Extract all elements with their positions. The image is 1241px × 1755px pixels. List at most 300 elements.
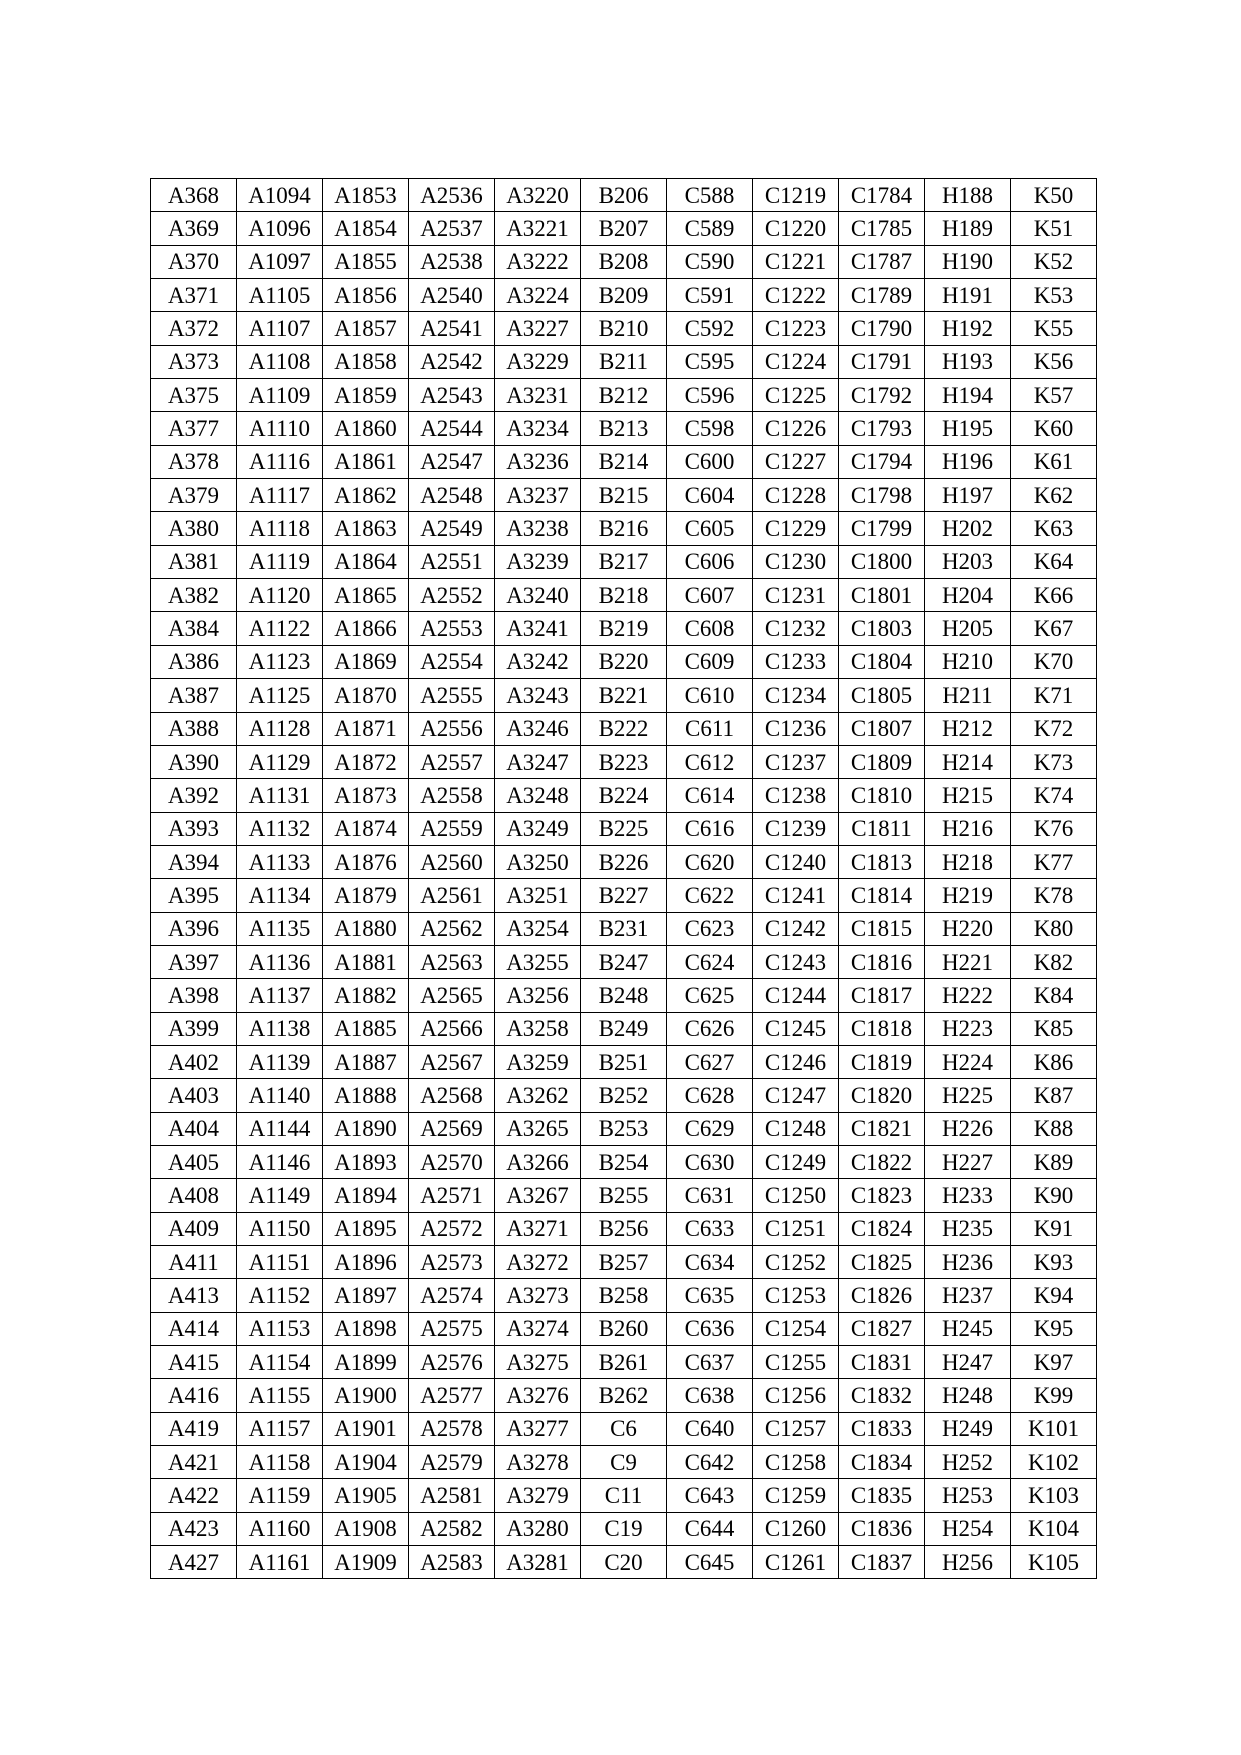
table-cell: H205 <box>925 612 1011 645</box>
table-cell: A1870 <box>323 679 409 712</box>
table-cell: C1246 <box>753 1045 839 1078</box>
table-cell: A2553 <box>409 612 495 645</box>
table-cell: H248 <box>925 1379 1011 1412</box>
table-cell: C1818 <box>839 1012 925 1045</box>
table-cell: C1824 <box>839 1212 925 1245</box>
table-cell: C1227 <box>753 445 839 478</box>
table-cell: A368 <box>151 179 237 212</box>
table-cell: A2556 <box>409 712 495 745</box>
table-cell: A1869 <box>323 645 409 678</box>
table-cell: H249 <box>925 1412 1011 1445</box>
table-cell: K99 <box>1011 1379 1097 1412</box>
table-cell: C1254 <box>753 1312 839 1345</box>
table-cell: A3236 <box>495 445 581 478</box>
table-cell: C1220 <box>753 212 839 245</box>
table-cell: A2561 <box>409 879 495 912</box>
table-cell: K86 <box>1011 1045 1097 1078</box>
table-cell: C1223 <box>753 312 839 345</box>
table-cell: B251 <box>581 1045 667 1078</box>
table-cell: B225 <box>581 812 667 845</box>
table-cell: C1833 <box>839 1412 925 1445</box>
table-cell: A1135 <box>237 912 323 945</box>
table-cell: C1835 <box>839 1479 925 1512</box>
table-cell: K93 <box>1011 1246 1097 1279</box>
table-cell: B209 <box>581 279 667 312</box>
table-cell: A379 <box>151 479 237 512</box>
table-cell: A1140 <box>237 1079 323 1112</box>
table-cell: B220 <box>581 645 667 678</box>
table-cell: A3234 <box>495 412 581 445</box>
table-cell: K105 <box>1011 1546 1097 1579</box>
table-cell: A1882 <box>323 979 409 1012</box>
table-cell: B257 <box>581 1246 667 1279</box>
table-cell: A1125 <box>237 679 323 712</box>
table-cell: A2579 <box>409 1446 495 1479</box>
table-cell: A1132 <box>237 812 323 845</box>
table-cell: A1144 <box>237 1112 323 1145</box>
code-table-body <box>151 179 1097 1579</box>
table-cell: A1860 <box>323 412 409 445</box>
table-cell: K56 <box>1011 345 1097 378</box>
table-cell: C1791 <box>839 345 925 378</box>
table-cell: A3250 <box>495 845 581 878</box>
table-row <box>151 1145 1097 1178</box>
table-cell: B221 <box>581 679 667 712</box>
table-cell: C609 <box>667 645 753 678</box>
table-cell: C1787 <box>839 245 925 278</box>
table-cell: A1896 <box>323 1246 409 1279</box>
table-cell: C1805 <box>839 679 925 712</box>
table-cell: B253 <box>581 1112 667 1145</box>
table-cell: A3254 <box>495 912 581 945</box>
table-cell: A3249 <box>495 812 581 845</box>
table-cell: C638 <box>667 1379 753 1412</box>
table-cell: C19 <box>581 1512 667 1545</box>
table-cell: A1150 <box>237 1212 323 1245</box>
table-cell: C595 <box>667 345 753 378</box>
table-cell: A427 <box>151 1546 237 1579</box>
code-table <box>150 178 1097 1579</box>
table-cell: A1861 <box>323 445 409 478</box>
table-row <box>151 1045 1097 1078</box>
table-cell: A2578 <box>409 1412 495 1445</box>
table-cell: A378 <box>151 445 237 478</box>
table-cell: C1230 <box>753 545 839 578</box>
table-row <box>151 645 1097 678</box>
table-row <box>151 679 1097 712</box>
table-cell: A1904 <box>323 1446 409 1479</box>
table-cell: C1814 <box>839 879 925 912</box>
table-cell: K50 <box>1011 179 1097 212</box>
table-row <box>151 512 1097 545</box>
table-cell: H256 <box>925 1546 1011 1579</box>
table-cell: A1120 <box>237 579 323 612</box>
table-cell: K74 <box>1011 779 1097 812</box>
table-cell: A2558 <box>409 779 495 812</box>
table-cell: C1792 <box>839 379 925 412</box>
table-cell: H253 <box>925 1479 1011 1512</box>
table-cell: A390 <box>151 745 237 778</box>
table-cell: A2537 <box>409 212 495 245</box>
table-cell: A3265 <box>495 1112 581 1145</box>
table-cell: K71 <box>1011 679 1097 712</box>
table-cell: A1880 <box>323 912 409 945</box>
table-row <box>151 1079 1097 1112</box>
table-cell: A1854 <box>323 212 409 245</box>
table-cell: A2549 <box>409 512 495 545</box>
table-cell: A3273 <box>495 1279 581 1312</box>
table-cell: A3237 <box>495 479 581 512</box>
table-cell: H254 <box>925 1512 1011 1545</box>
table-cell: K80 <box>1011 912 1097 945</box>
table-cell: H227 <box>925 1145 1011 1178</box>
table-cell: C1793 <box>839 412 925 445</box>
table-cell: A1109 <box>237 379 323 412</box>
table-cell: A3276 <box>495 1379 581 1412</box>
table-cell: B227 <box>581 879 667 912</box>
table-cell: C624 <box>667 945 753 978</box>
table-cell: C1832 <box>839 1379 925 1412</box>
table-cell: C623 <box>667 912 753 945</box>
table-cell: C1810 <box>839 779 925 812</box>
table-cell: C1226 <box>753 412 839 445</box>
table-row <box>151 212 1097 245</box>
table-cell: H196 <box>925 445 1011 478</box>
table-row <box>151 545 1097 578</box>
table-cell: H194 <box>925 379 1011 412</box>
table-cell: A3247 <box>495 745 581 778</box>
table-cell: B223 <box>581 745 667 778</box>
table-cell: H225 <box>925 1079 1011 1112</box>
table-cell: B215 <box>581 479 667 512</box>
table-row <box>151 1179 1097 1212</box>
table-cell: K67 <box>1011 612 1097 645</box>
table-cell: B255 <box>581 1179 667 1212</box>
table-cell: B249 <box>581 1012 667 1045</box>
table-cell: A3243 <box>495 679 581 712</box>
table-cell: K62 <box>1011 479 1097 512</box>
table-cell: C1798 <box>839 479 925 512</box>
table-cell: C627 <box>667 1045 753 1078</box>
table-cell: A2538 <box>409 245 495 278</box>
table-cell: A3256 <box>495 979 581 1012</box>
table-row <box>151 379 1097 412</box>
table-cell: A1151 <box>237 1246 323 1279</box>
table-cell: A3274 <box>495 1312 581 1345</box>
table-row <box>151 1246 1097 1279</box>
table-cell: A1859 <box>323 379 409 412</box>
table-cell: C610 <box>667 679 753 712</box>
table-cell: A2575 <box>409 1312 495 1345</box>
table-cell: A413 <box>151 1279 237 1312</box>
table-cell: K73 <box>1011 745 1097 778</box>
table-cell: K82 <box>1011 945 1097 978</box>
table-cell: A3224 <box>495 279 581 312</box>
table-cell: B252 <box>581 1079 667 1112</box>
table-row <box>151 1312 1097 1345</box>
table-cell: H245 <box>925 1312 1011 1345</box>
table-cell: A2566 <box>409 1012 495 1045</box>
table-cell: C1811 <box>839 812 925 845</box>
table-cell: A370 <box>151 245 237 278</box>
table-row <box>151 1012 1097 1045</box>
table-cell: H193 <box>925 345 1011 378</box>
table-row <box>151 1279 1097 1312</box>
table-cell: C1239 <box>753 812 839 845</box>
table-cell: B231 <box>581 912 667 945</box>
table-row <box>151 1512 1097 1545</box>
table-cell: A1900 <box>323 1379 409 1412</box>
table-cell: H212 <box>925 712 1011 745</box>
table-cell: C605 <box>667 512 753 545</box>
table-cell: A373 <box>151 345 237 378</box>
table-cell: A403 <box>151 1079 237 1112</box>
table-cell: C596 <box>667 379 753 412</box>
table-cell: A2547 <box>409 445 495 478</box>
table-cell: C1234 <box>753 679 839 712</box>
table-cell: B226 <box>581 845 667 878</box>
table-cell: A3280 <box>495 1512 581 1545</box>
table-cell: C1804 <box>839 645 925 678</box>
table-cell: C1817 <box>839 979 925 1012</box>
table-row <box>151 1546 1097 1579</box>
table-cell: C6 <box>581 1412 667 1445</box>
table-cell: A411 <box>151 1246 237 1279</box>
table-cell: C1834 <box>839 1446 925 1479</box>
table-row <box>151 912 1097 945</box>
table-cell: A1137 <box>237 979 323 1012</box>
table-cell: A369 <box>151 212 237 245</box>
table-cell: A396 <box>151 912 237 945</box>
table-cell: C11 <box>581 1479 667 1512</box>
table-cell: A1129 <box>237 745 323 778</box>
table-cell: A1134 <box>237 879 323 912</box>
table-row <box>151 779 1097 812</box>
table-cell: A3251 <box>495 879 581 912</box>
table-cell: A3262 <box>495 1079 581 1112</box>
table-cell: H190 <box>925 245 1011 278</box>
table-cell: A1879 <box>323 879 409 912</box>
table-cell: C1221 <box>753 245 839 278</box>
table-cell: A2567 <box>409 1045 495 1078</box>
table-cell: A1909 <box>323 1546 409 1579</box>
table-cell: C600 <box>667 445 753 478</box>
table-cell: A3279 <box>495 1479 581 1512</box>
table-cell: A1866 <box>323 612 409 645</box>
table-cell: A2540 <box>409 279 495 312</box>
table-cell: C590 <box>667 245 753 278</box>
table-cell: A397 <box>151 945 237 978</box>
table-cell: C1222 <box>753 279 839 312</box>
table-cell: A1110 <box>237 412 323 445</box>
table-cell: A395 <box>151 879 237 912</box>
table-cell: K89 <box>1011 1145 1097 1178</box>
table-cell: A421 <box>151 1446 237 1479</box>
table-cell: C1248 <box>753 1112 839 1145</box>
table-cell: C1826 <box>839 1279 925 1312</box>
table-row <box>151 312 1097 345</box>
table-cell: C626 <box>667 1012 753 1045</box>
table-cell: A2583 <box>409 1546 495 1579</box>
table-cell: C591 <box>667 279 753 312</box>
table-cell: H204 <box>925 579 1011 612</box>
table-cell: A2541 <box>409 312 495 345</box>
table-cell: C622 <box>667 879 753 912</box>
table-row <box>151 1112 1097 1145</box>
table-cell: C598 <box>667 412 753 445</box>
table-cell: B254 <box>581 1145 667 1178</box>
table-row <box>151 279 1097 312</box>
table-cell: A1888 <box>323 1079 409 1112</box>
table-cell: A3221 <box>495 212 581 245</box>
table-row <box>151 845 1097 878</box>
table-cell: H195 <box>925 412 1011 445</box>
table-row <box>151 1446 1097 1479</box>
table-cell: B214 <box>581 445 667 478</box>
table-cell: C1790 <box>839 312 925 345</box>
table-cell: C636 <box>667 1312 753 1345</box>
table-cell: K91 <box>1011 1212 1097 1245</box>
table-cell: B260 <box>581 1312 667 1345</box>
table-cell: B222 <box>581 712 667 745</box>
table-cell: C1241 <box>753 879 839 912</box>
table-cell: A394 <box>151 845 237 878</box>
table-cell: C1255 <box>753 1346 839 1379</box>
table-cell: A1119 <box>237 545 323 578</box>
table-cell: H226 <box>925 1112 1011 1145</box>
table-cell: C1785 <box>839 212 925 245</box>
table-cell: K61 <box>1011 445 1097 478</box>
table-cell: A1158 <box>237 1446 323 1479</box>
table-cell: A414 <box>151 1312 237 1345</box>
table-cell: A1108 <box>237 345 323 378</box>
table-cell: C20 <box>581 1546 667 1579</box>
table-row <box>151 945 1097 978</box>
table-cell: A2582 <box>409 1512 495 1545</box>
table-cell: K64 <box>1011 545 1097 578</box>
table-cell: A1897 <box>323 1279 409 1312</box>
table-cell: C614 <box>667 779 753 812</box>
table-cell: K97 <box>1011 1346 1097 1379</box>
table-cell: C625 <box>667 979 753 1012</box>
table-cell: C1259 <box>753 1479 839 1512</box>
table-cell: A2576 <box>409 1346 495 1379</box>
table-cell: H197 <box>925 479 1011 512</box>
table-cell: C1224 <box>753 345 839 378</box>
table-cell: A399 <box>151 1012 237 1045</box>
table-cell: A1128 <box>237 712 323 745</box>
table-cell: K70 <box>1011 645 1097 678</box>
table-cell: C1822 <box>839 1145 925 1178</box>
table-cell: H189 <box>925 212 1011 245</box>
table-cell: A3242 <box>495 645 581 678</box>
table-cell: A3239 <box>495 545 581 578</box>
table-cell: A1863 <box>323 512 409 545</box>
table-cell: C589 <box>667 212 753 245</box>
table-cell: A3231 <box>495 379 581 412</box>
table-cell: C1240 <box>753 845 839 878</box>
table-cell: C1244 <box>753 979 839 1012</box>
table-cell: C1789 <box>839 279 925 312</box>
table-cell: C1261 <box>753 1546 839 1579</box>
table-cell: B217 <box>581 545 667 578</box>
table-cell: A2562 <box>409 912 495 945</box>
table-row <box>151 412 1097 445</box>
table-cell: B256 <box>581 1212 667 1245</box>
table-cell: A2559 <box>409 812 495 845</box>
table-cell: H223 <box>925 1012 1011 1045</box>
table-cell: A2554 <box>409 645 495 678</box>
table-cell: B218 <box>581 579 667 612</box>
table-cell: A3258 <box>495 1012 581 1045</box>
table-row <box>151 1412 1097 1445</box>
table-cell: A1117 <box>237 479 323 512</box>
table-cell: A3278 <box>495 1446 581 1479</box>
table-cell: A416 <box>151 1379 237 1412</box>
table-cell: C1794 <box>839 445 925 478</box>
table-cell: A405 <box>151 1145 237 1178</box>
table-cell: A3240 <box>495 579 581 612</box>
table-cell: A2536 <box>409 179 495 212</box>
table-cell: K63 <box>1011 512 1097 545</box>
table-cell: C640 <box>667 1412 753 1445</box>
table-cell: C1816 <box>839 945 925 978</box>
table-cell: A1157 <box>237 1412 323 1445</box>
table-cell: B207 <box>581 212 667 245</box>
table-cell: A3248 <box>495 779 581 812</box>
table-cell: A2571 <box>409 1179 495 1212</box>
table-cell: A2560 <box>409 845 495 878</box>
table-cell: A1155 <box>237 1379 323 1412</box>
table-row <box>151 979 1097 1012</box>
table-cell: B219 <box>581 612 667 645</box>
table-cell: K78 <box>1011 879 1097 912</box>
table-cell: K103 <box>1011 1479 1097 1512</box>
table-cell: K101 <box>1011 1412 1097 1445</box>
table-row <box>151 479 1097 512</box>
table-cell: A3259 <box>495 1045 581 1078</box>
table-cell: C1831 <box>839 1346 925 1379</box>
table-cell: A1901 <box>323 1412 409 1445</box>
table-row <box>151 1379 1097 1412</box>
table-cell: H203 <box>925 545 1011 578</box>
table-cell: C1821 <box>839 1112 925 1145</box>
table-cell: A377 <box>151 412 237 445</box>
table-cell: A419 <box>151 1412 237 1445</box>
table-cell: K90 <box>1011 1179 1097 1212</box>
table-cell: B247 <box>581 945 667 978</box>
table-cell: A3222 <box>495 245 581 278</box>
table-cell: A3271 <box>495 1212 581 1245</box>
table-cell: C634 <box>667 1246 753 1279</box>
table-cell: H218 <box>925 845 1011 878</box>
table-cell: C1807 <box>839 712 925 745</box>
table-row <box>151 745 1097 778</box>
table-cell: A1855 <box>323 245 409 278</box>
table-cell: C644 <box>667 1512 753 1545</box>
table-cell: A1138 <box>237 1012 323 1045</box>
table-cell: A1107 <box>237 312 323 345</box>
table-cell: A3238 <box>495 512 581 545</box>
table-cell: A2552 <box>409 579 495 612</box>
table-cell: C607 <box>667 579 753 612</box>
table-cell: A1123 <box>237 645 323 678</box>
table-cell: C616 <box>667 812 753 845</box>
table-row <box>151 1346 1097 1379</box>
table-cell: A3272 <box>495 1246 581 1279</box>
table-cell: A2551 <box>409 545 495 578</box>
table-cell: C1813 <box>839 845 925 878</box>
